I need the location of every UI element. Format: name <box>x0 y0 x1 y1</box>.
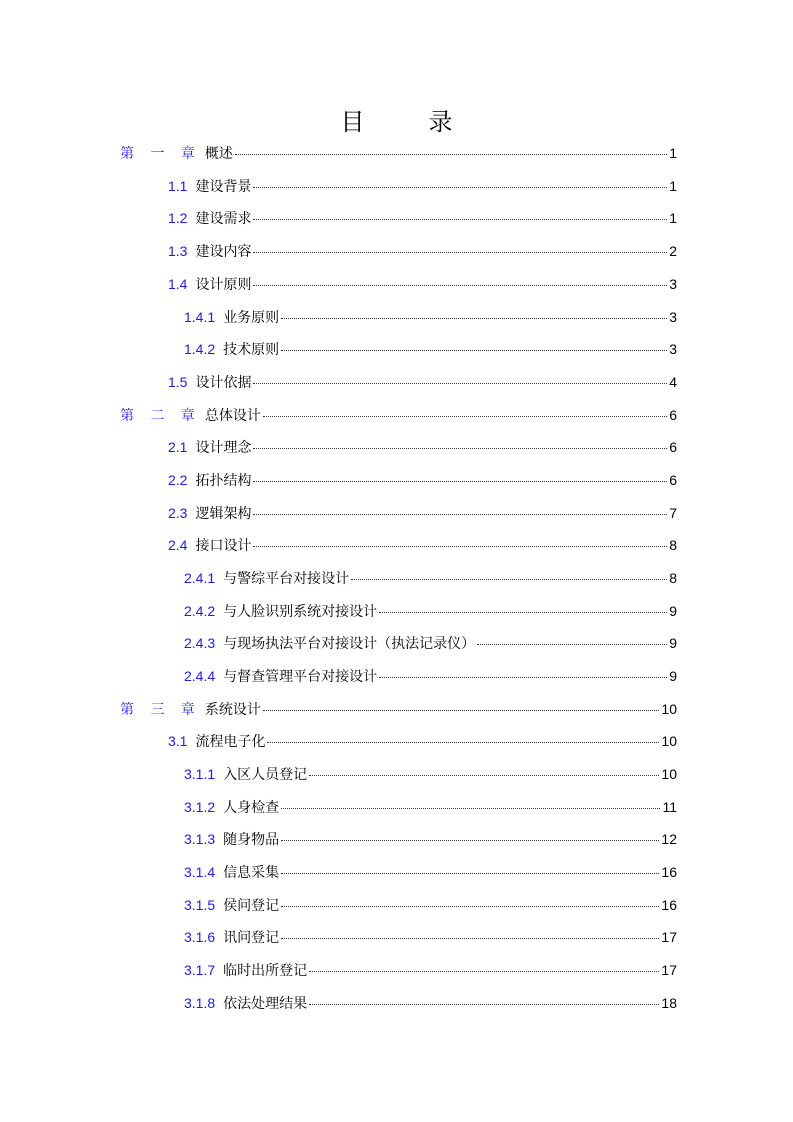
toc-entry-number: 2.4.1 <box>184 570 216 586</box>
toc-entry-label: 与人脸识别系统对接设计 <box>223 604 378 620</box>
toc-entry-page: 4 <box>669 374 677 390</box>
toc-entry-label: 拓扑结构 <box>195 473 252 489</box>
toc-entry-page: 1 <box>669 178 677 194</box>
dot-leader <box>351 579 667 580</box>
toc-entry-chapter-1[interactable] <box>120 143 677 167</box>
toc-entry-number: 3.1.8 <box>184 995 216 1011</box>
toc-entry-number: 第 一 章 <box>120 146 201 162</box>
toc-entry-number: 1.5 <box>168 374 188 390</box>
toc-entry-label: 设计依据 <box>195 375 252 391</box>
toc-entry[interactable] <box>184 993 677 1017</box>
toc-entry-chapter-3[interactable] <box>120 699 677 723</box>
toc-entry-number: 3.1.1 <box>184 766 216 782</box>
toc-entry-page: 9 <box>669 668 677 684</box>
toc-entry-label: 信息采集 <box>223 865 280 881</box>
toc-entry-page: 6 <box>669 439 677 455</box>
toc-entry[interactable] <box>168 208 677 232</box>
toc-entry-number: 3.1.4 <box>184 864 216 880</box>
dot-leader <box>309 775 659 776</box>
toc-entry-label: 入区人员登记 <box>223 767 308 783</box>
toc-title: 目 录 <box>340 108 473 136</box>
toc-entry-label: 建设内容 <box>195 244 252 260</box>
toc-entry-label: 概述 <box>204 146 233 162</box>
toc-entry[interactable] <box>168 274 677 298</box>
toc-entry-label: 讯问登记 <box>223 930 280 946</box>
toc-entry[interactable] <box>184 829 677 853</box>
toc-entry[interactable] <box>168 437 677 461</box>
toc-entry-number: 3.1.5 <box>184 897 216 913</box>
toc-entry-number: 2.1 <box>168 439 188 455</box>
toc-entry-page: 3 <box>669 276 677 292</box>
toc-entry-page: 8 <box>669 537 677 553</box>
dot-leader <box>253 546 667 547</box>
toc-entry[interactable] <box>184 797 677 821</box>
toc-entry-number: 2.4.4 <box>184 668 216 684</box>
toc-entry[interactable] <box>184 927 677 951</box>
toc-entry[interactable] <box>168 470 677 494</box>
dot-leader <box>281 808 660 809</box>
toc-entry-label: 逻辑架构 <box>195 506 252 522</box>
toc-entry[interactable] <box>168 731 677 755</box>
toc-entry-label: 设计理念 <box>195 440 252 456</box>
toc-entry-number: 2.4.3 <box>184 635 216 651</box>
dot-leader <box>253 187 667 188</box>
toc-entry-number: 1.4.1 <box>184 309 216 325</box>
toc-entry-page: 1 <box>669 145 677 161</box>
toc-entry-number: 2.3 <box>168 505 188 521</box>
toc-entry[interactable] <box>184 633 677 657</box>
toc-entry-page: 6 <box>669 407 677 423</box>
toc-entry[interactable] <box>184 960 677 984</box>
toc-entry-page: 16 <box>661 897 677 913</box>
toc-entry-page: 12 <box>661 831 677 847</box>
dot-leader <box>253 252 667 253</box>
toc-entry-label: 流程电子化 <box>195 734 266 750</box>
toc-entry[interactable] <box>168 176 677 200</box>
dot-leader <box>253 383 667 384</box>
dot-leader <box>379 677 667 678</box>
toc-entry-label: 系统设计 <box>204 702 261 718</box>
toc-entry-page: 9 <box>669 635 677 651</box>
toc-entry-label: 与现场执法平台对接设计（执法记录仪） <box>223 636 476 652</box>
toc-entry-number: 3.1.3 <box>184 831 216 847</box>
toc-entry[interactable] <box>184 307 677 331</box>
toc-entry-page: 8 <box>669 570 677 586</box>
toc-entry-number: 1.2 <box>168 210 188 226</box>
dot-leader <box>281 318 667 319</box>
toc-entry-chapter-2[interactable] <box>120 405 677 429</box>
toc-entry[interactable] <box>184 601 677 625</box>
toc-entry-page: 7 <box>669 505 677 521</box>
toc-entry-label: 建设背景 <box>195 179 252 195</box>
toc-entry-number: 3.1.2 <box>184 799 216 815</box>
toc-entry-number: 3.1 <box>168 733 188 749</box>
toc-entry-label: 依法处理结果 <box>223 996 308 1012</box>
toc-entry-page: 10 <box>661 733 677 749</box>
dot-leader <box>263 416 667 417</box>
dot-leader <box>309 971 659 972</box>
toc-entry-number: 2.4 <box>168 537 188 553</box>
toc-entry-label: 人身检查 <box>223 800 280 816</box>
toc-entry-label: 与警综平台对接设计 <box>223 571 350 587</box>
toc-entry[interactable] <box>184 568 677 592</box>
toc-entry-label: 设计原则 <box>195 277 252 293</box>
dot-leader <box>253 448 667 449</box>
dot-leader <box>309 1004 659 1005</box>
toc-entry-number: 1.1 <box>168 178 188 194</box>
toc-entry-page: 2 <box>669 243 677 259</box>
dot-leader <box>253 219 667 220</box>
toc-entry-number: 2.4.2 <box>184 603 216 619</box>
toc-entry[interactable] <box>184 895 677 919</box>
toc-entry-label: 与督查管理平台对接设计 <box>223 669 378 685</box>
toc-entry-label: 侯问登记 <box>223 898 280 914</box>
toc-entry[interactable] <box>168 503 677 527</box>
dot-leader <box>379 612 667 613</box>
toc-entry-number: 2.2 <box>168 472 188 488</box>
dot-leader <box>235 154 667 155</box>
toc-entry-page: 18 <box>661 995 677 1011</box>
toc-entry[interactable] <box>184 666 677 690</box>
toc-entry[interactable] <box>168 241 677 265</box>
toc-entry-label: 技术原则 <box>223 342 280 358</box>
toc-entry-label: 总体设计 <box>204 408 261 424</box>
dot-leader <box>253 285 667 286</box>
dot-leader <box>267 742 659 743</box>
dot-leader <box>477 644 667 645</box>
toc-entry-label: 建设需求 <box>195 211 252 227</box>
dot-leader <box>253 514 667 515</box>
toc-entry-page: 3 <box>669 309 677 325</box>
toc-entry-number: 1.4.2 <box>184 341 216 357</box>
dot-leader <box>253 481 667 482</box>
dot-leader <box>281 840 659 841</box>
toc-entry-page: 6 <box>669 472 677 488</box>
dot-leader <box>281 938 659 939</box>
toc-entry-page: 17 <box>661 929 677 945</box>
toc-entry-number: 第 二 章 <box>120 408 201 424</box>
dot-leader <box>281 906 659 907</box>
toc-entry-label: 业务原则 <box>223 310 280 326</box>
toc-entry-page: 10 <box>661 701 677 717</box>
toc-entry-label: 接口设计 <box>195 538 252 554</box>
toc-entry[interactable] <box>184 862 677 886</box>
dot-leader <box>281 350 667 351</box>
toc-entry-page: 1 <box>669 210 677 226</box>
toc-entry-number: 第 三 章 <box>120 702 201 718</box>
toc-entry-number: 3.1.6 <box>184 929 216 945</box>
toc-entry-label: 临时出所登记 <box>223 963 308 979</box>
toc-entry-page: 11 <box>662 799 677 815</box>
toc-entry[interactable] <box>184 764 677 788</box>
toc-entry-number: 1.4 <box>168 276 188 292</box>
toc-entry-label: 随身物品 <box>223 832 280 848</box>
toc-entry-number: 3.1.7 <box>184 962 216 978</box>
toc-entry-page: 16 <box>661 864 677 880</box>
toc-entry-page: 10 <box>661 766 677 782</box>
toc-entry-page: 9 <box>669 603 677 619</box>
dot-leader <box>263 710 660 711</box>
toc-entry[interactable] <box>168 372 677 396</box>
dot-leader <box>281 873 659 874</box>
toc-entry[interactable] <box>184 339 677 363</box>
toc-entry-page: 3 <box>669 341 677 357</box>
toc-entry-number: 1.3 <box>168 243 188 259</box>
toc-entry-page: 17 <box>661 962 677 978</box>
toc-entry[interactable] <box>168 535 677 559</box>
